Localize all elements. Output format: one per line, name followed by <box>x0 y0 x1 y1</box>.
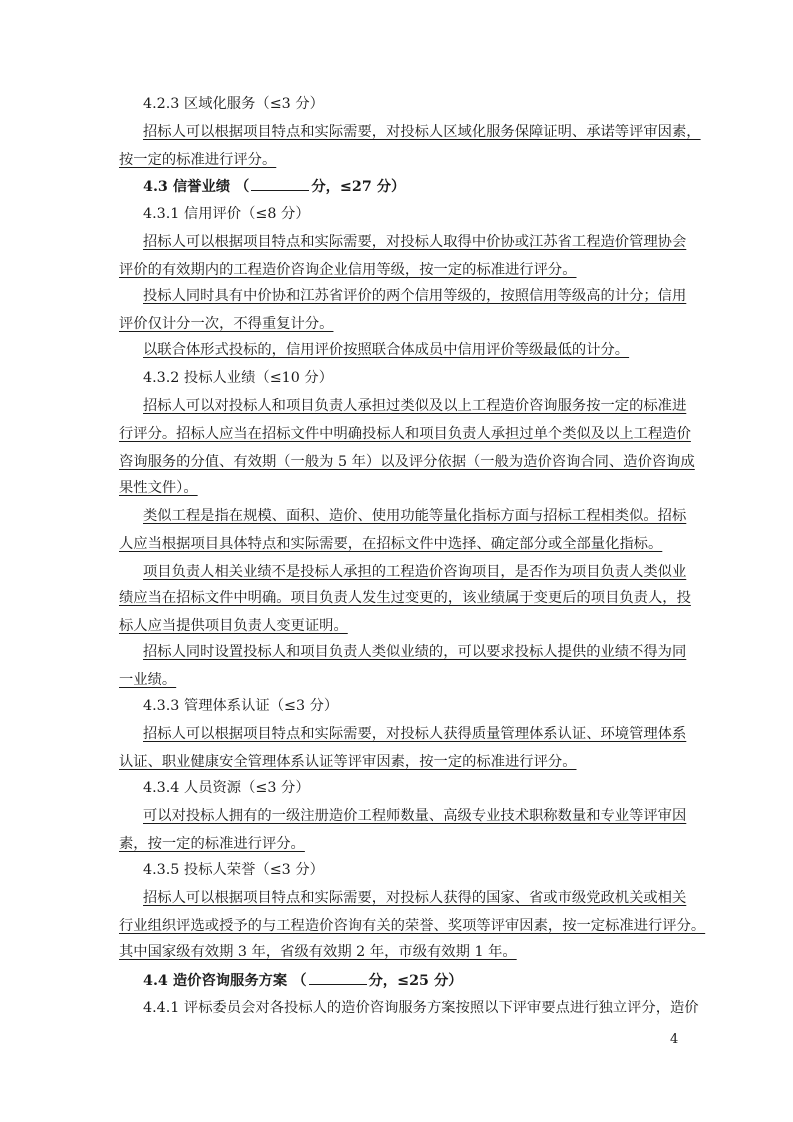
section-4-3-3-text: 招标人可以根据项目特点和实际需要，对投标人获得质量管理体系认证、环境管理体系 <box>143 726 687 742</box>
section-4-4-heading-left: 4.4 造价咨询服务方案 （ <box>143 973 307 989</box>
section-4-2-3-heading: 4.2.3 区域化服务（≤3 分） <box>143 96 324 112</box>
page-number: 4 <box>670 1032 679 1047</box>
section-4-3-2-text: 绩应当在招标文件中明确。项目负责人发生过变更的，该业绩属于变更后的项目负责人，投 <box>119 590 691 606</box>
section-4-3-5-heading: 4.3.5 投标人荣誉（≤3 分） <box>143 862 324 878</box>
section-4-3-2-heading: 4.3.2 投标人业绩（≤10 分） <box>143 370 334 386</box>
section-4-3-1-text: 投标人同时具有中价协和江苏省评价的两个信用等级的，按照信用等级高的计分；信用 <box>143 288 687 304</box>
section-4-3-heading <box>143 176 405 197</box>
section-4-3-1-heading: 4.3.1 信用评价（≤8 分） <box>143 206 310 222</box>
section-4-3-2-text: 行评分。招标人应当在招标文件中明确投标人和项目负责人承担过单个类似及以上工程造价 <box>119 426 691 442</box>
section-4-3-2-text: 果性文件）。 <box>119 480 198 496</box>
section-4-3-2-text: 标人应当提供项目负责人变更证明。 <box>119 618 348 634</box>
section-4-3-3-text: 认证、职业健康安全管理体系认证等评审因素，按一定的标准进行评分。 <box>119 754 577 770</box>
section-4-3-heading-left: 4.3 信誉业绩 （ <box>143 179 250 195</box>
section-4-2-3-text: 按一定的标准进行评分。 <box>119 152 277 168</box>
section-4-3-4-text: 可以对投标人拥有的一级注册造价工程师数量、高级专业技术职称数量和专业等评审因 <box>143 808 687 824</box>
section-4-3-1-text: 招标人可以根据项目特点和实际需要，对投标人取得中价协或江苏省工程造价管理协会 <box>143 234 687 250</box>
section-4-3-5-text: 其中国家级有效期 3 年，省级有效期 2 年，市级有效期 1 年。 <box>119 944 517 960</box>
section-4-3-1-text: 评价仅计分一次，不得重复计分。 <box>119 316 334 332</box>
section-4-4-1-text: 4.4.1 评标委员会对各投标人的造价咨询服务方案按照以下评审要点进行独立评分，造价 <box>143 1000 699 1016</box>
section-4-3-3-heading: 4.3.3 管理体系认证（≤3 分） <box>143 698 339 714</box>
section-4-3-2-text: 一业绩。 <box>119 672 177 688</box>
section-4-3-1-text: 以联合体形式投标的，信用评价按照联合体成员中信用评价等级最低的计分。 <box>143 342 630 358</box>
section-4-3-2-text: 类似工程是指在规模、面积、造价、使用功能等量化指标方面与招标工程相类似。招标 <box>143 508 687 524</box>
score-blank <box>309 970 367 985</box>
section-4-3-2-text: 项目负责人相关业绩不是投标人承担的工程造价咨询项目，是否作为项目负责人类似业 <box>143 564 687 580</box>
section-4-3-2-text: 咨询服务的分值、有效期（一般为 5 年）以及评分依据（一般为造价咨询合同、造价咨询成 <box>119 454 695 470</box>
section-4-3-heading-right: 分，≤27 分） <box>311 179 406 195</box>
section-4-3-2-text: 招标人同时设置投标人和项目负责人类似业绩的，可以要求投标人提供的业绩不得为同 <box>143 644 687 660</box>
section-4-3-2-text: 人应当根据项目具体特点和实际需要，在招标文件中选择、确定部分或全部量化指标。 <box>119 536 663 552</box>
section-4-3-1-text: 评价的有效期内的工程造价咨询企业信用等级，按一定的标准进行评分。 <box>119 262 577 278</box>
section-4-4-heading-right: 分，≤25 分） <box>368 973 463 989</box>
section-4-2-3-text: 招标人可以根据项目特点和实际需要，对投标人区域化服务保障证明、承诺等评审因素， <box>143 124 701 140</box>
section-4-3-2-text: 招标人可以对投标人和项目负责人承担过类似及以上工程造价咨询服务按一定的标准进 <box>143 398 687 414</box>
score-blank <box>251 176 309 191</box>
section-4-4-heading <box>143 970 463 991</box>
section-4-3-5-text: 行业组织评选或授予的与工程造价咨询有关的荣誉、奖项等评审因素，按一定标准进行评分。 <box>119 918 706 934</box>
section-4-3-4-text: 素，按一定的标准进行评分。 <box>119 836 305 852</box>
section-4-3-5-text: 招标人可以根据项目特点和实际需要，对投标人获得的国家、省或市级党政机关或相关 <box>143 890 687 906</box>
section-4-3-4-heading: 4.3.4 人员资源（≤3 分） <box>143 780 310 796</box>
